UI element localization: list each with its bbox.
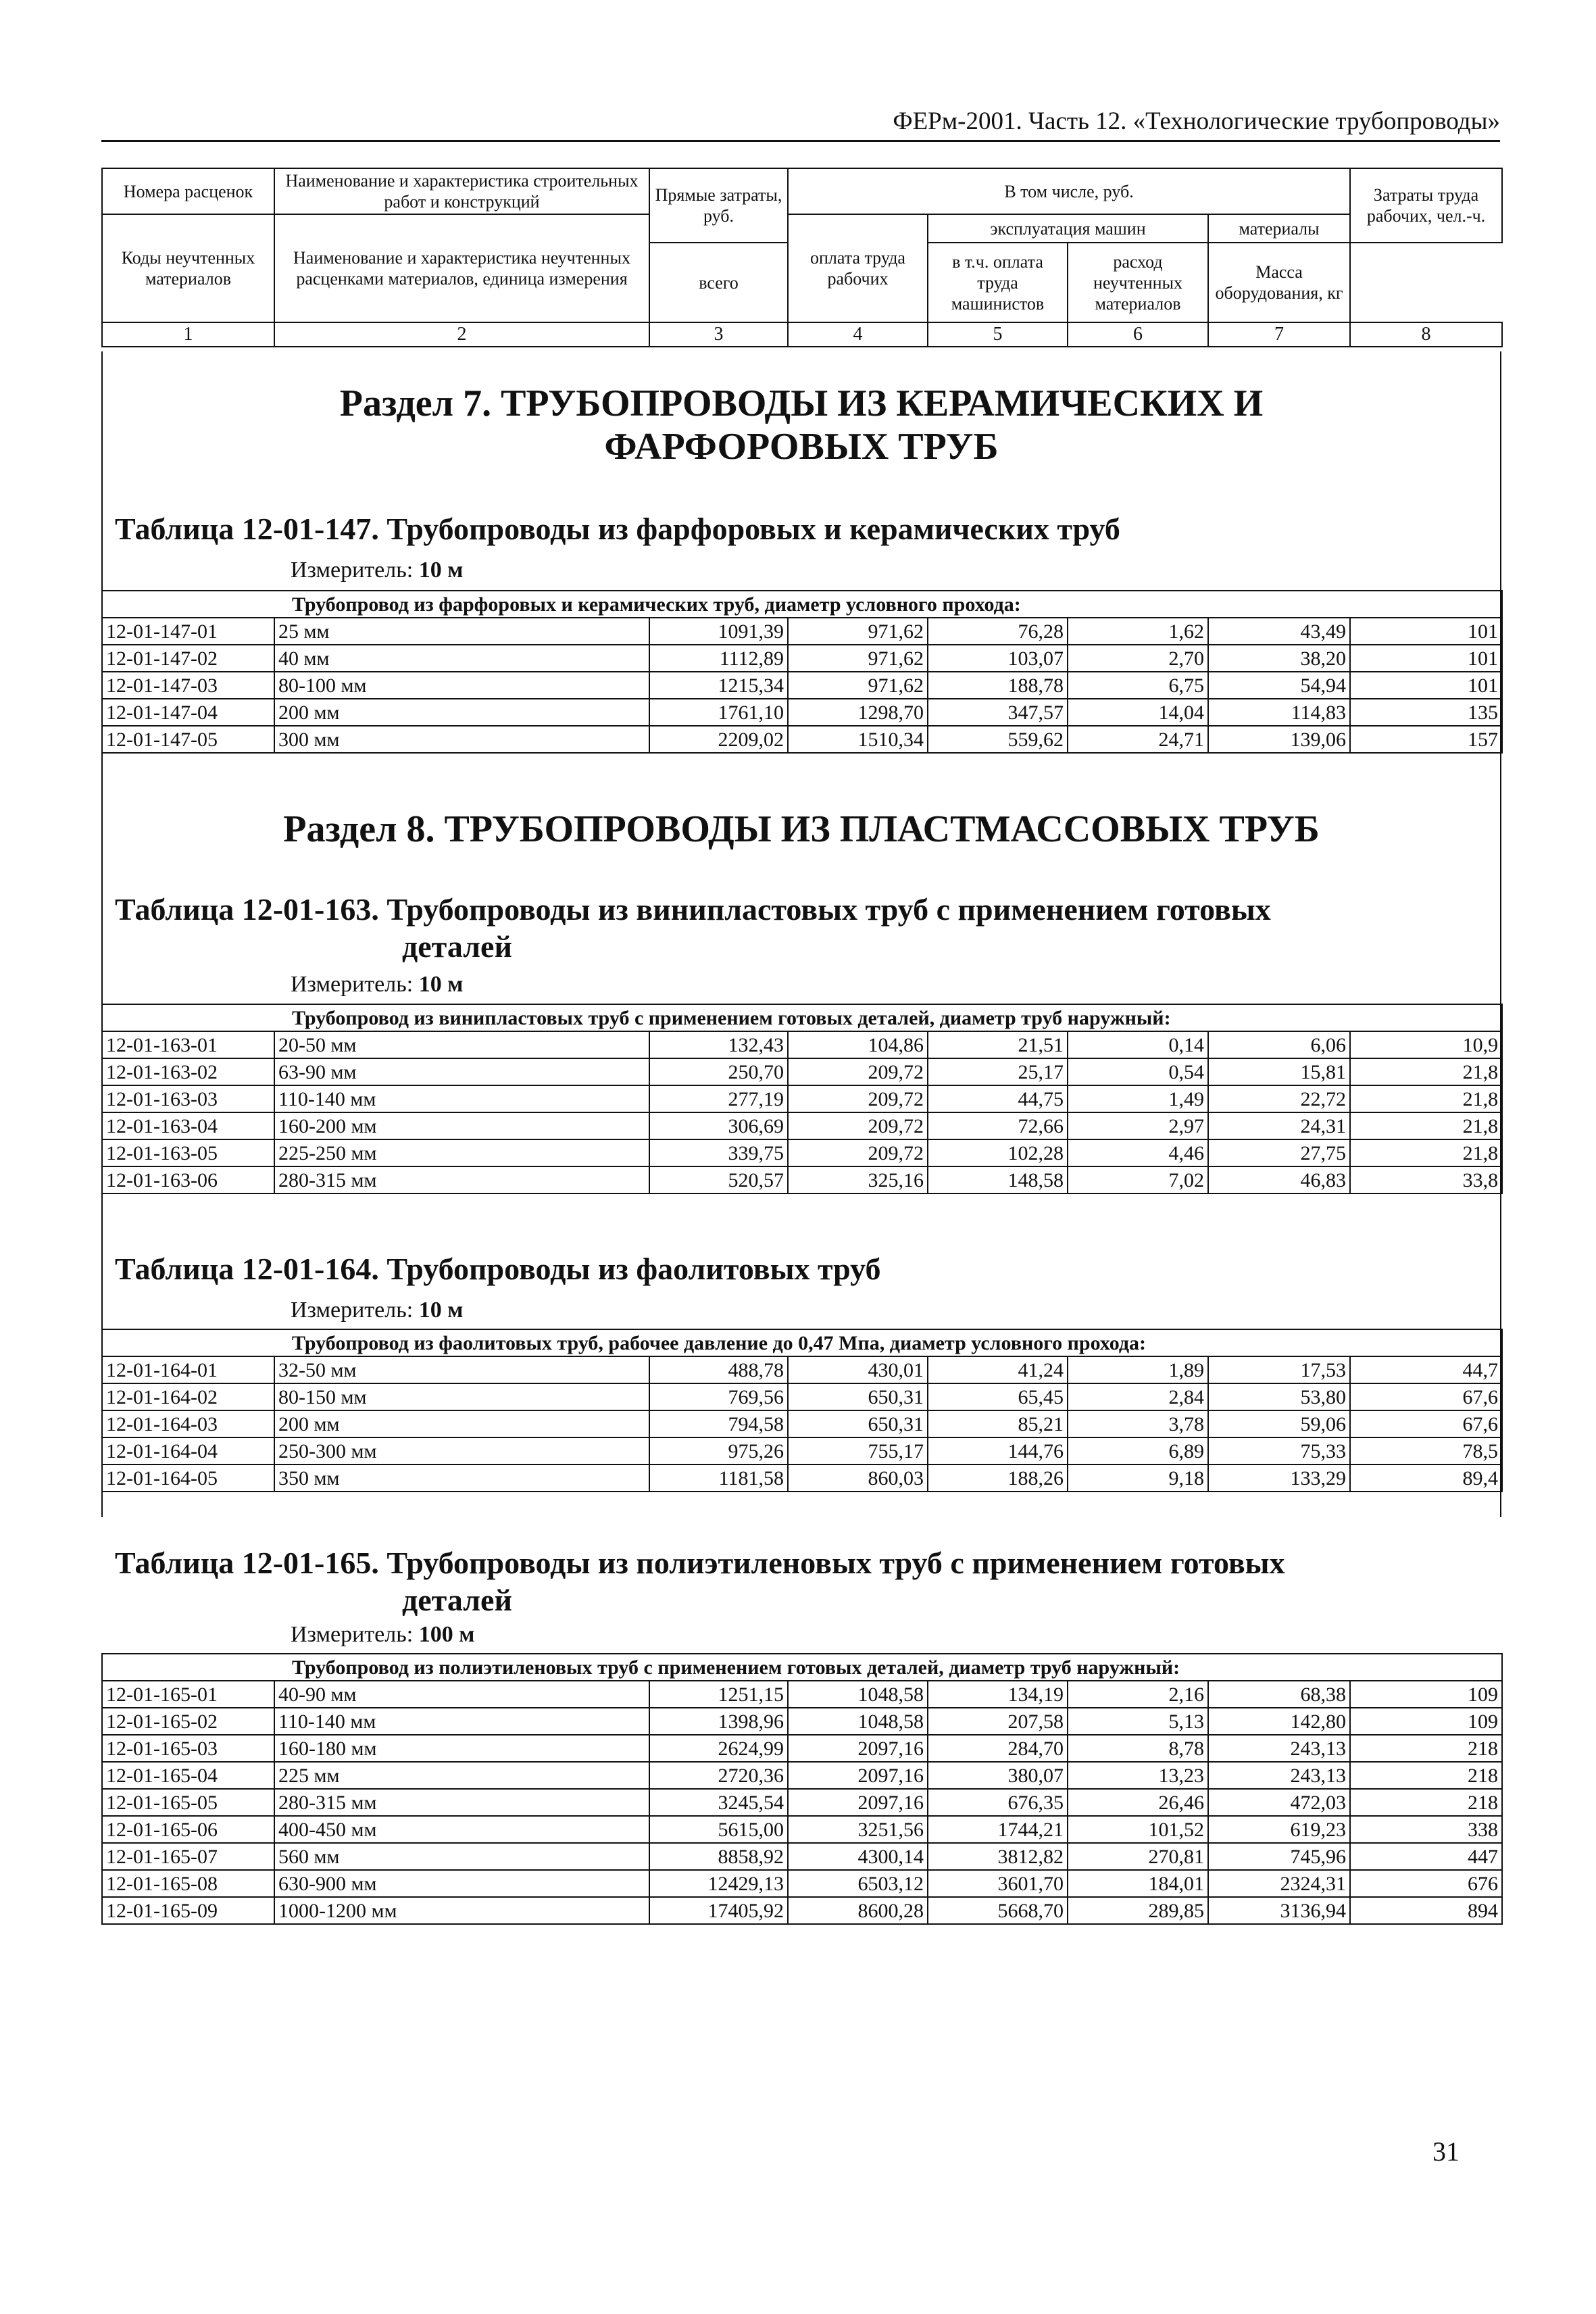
cell-wages: 650,31 [788,1383,928,1410]
cell-machinist-wages: 1,49 [1068,1085,1208,1112]
col-mass: Масса оборудования, кг [1208,243,1350,322]
col-material-codes: Коды неучтенных материалов [102,214,274,322]
cell-machinist-wages: 0,14 [1068,1031,1208,1058]
cell-materials: 38,20 [1208,645,1350,672]
cell-materials: 114,83 [1208,699,1350,726]
cell-wages: 209,72 [788,1085,928,1112]
cell-machines-total: 5668,70 [928,1897,1068,1924]
cell-machinist-wages: 101,52 [1068,1816,1208,1843]
cell-description: 110-140 мм [274,1085,649,1112]
table-caption: Трубопровод из полиэтиленовых труб с применением готовых деталей, диаметр труб наружный: [102,1654,1502,1681]
cell-machinist-wages: 14,04 [1068,699,1208,726]
cell-value: 44,7 [1350,1356,1502,1383]
cell-wages: 325,16 [788,1166,928,1193]
table-caption: Трубопровод из винипластовых труб с применением готовых деталей, диаметр труб наружный: [102,1004,1502,1031]
col-number: 6 [1068,322,1208,347]
cell-description: 20-50 мм [274,1031,649,1058]
cell-description: 40-90 мм [274,1681,649,1708]
cell-machines-total: 347,57 [928,699,1068,726]
cell-materials: 243,13 [1208,1762,1350,1789]
col-rate-number: Номера расценок [102,168,274,214]
cell-materials: 619,23 [1208,1816,1350,1843]
cell-wages: 860,03 [788,1464,928,1492]
col-direct-costs: Прямые затраты, руб. [649,168,788,243]
cell-machinist-wages: 26,46 [1068,1789,1208,1816]
cell-wages: 2097,16 [788,1789,928,1816]
cell-direct-cost: 1112,89 [649,645,788,672]
table-row [102,726,1502,753]
cell-direct-cost: 12429,13 [649,1870,788,1897]
cell-value: 135 [1350,699,1502,726]
cell-direct-cost: 1181,58 [649,1464,788,1492]
cell-rate-code: 12-01-147-04 [102,699,274,726]
col-number: 2 [274,322,649,347]
cell-description: 400-450 мм [274,1816,649,1843]
cell-description: 300 мм [274,726,649,753]
table-164-meter: Измеритель: 10 м [291,1298,464,1323]
cell-direct-cost: 306,69 [649,1112,788,1139]
table-row [102,1356,1502,1383]
cell-value: 338 [1350,1816,1502,1843]
cell-wages: 430,01 [788,1356,928,1383]
cell-direct-cost: 520,57 [649,1166,788,1193]
cell-machines-total: 3812,82 [928,1843,1068,1870]
cell-machines-total: 76,28 [928,618,1068,645]
cell-machinist-wages: 8,78 [1068,1735,1208,1762]
cell-rate-code: 12-01-147-05 [102,726,274,753]
table-165 [101,1653,1503,1925]
cell-value: 101 [1350,672,1502,699]
cell-machinist-wages: 2,70 [1068,645,1208,672]
cell-rate-code: 12-01-163-01 [102,1031,274,1058]
cell-description: 32-50 мм [274,1356,649,1383]
table-165-meter: Измеритель: 100 м [291,1622,475,1647]
table-row [102,1870,1502,1897]
cell-machinist-wages: 270,81 [1068,1843,1208,1870]
cell-direct-cost: 132,43 [649,1031,788,1058]
table-row [102,1816,1502,1843]
cell-machines-total: 284,70 [928,1735,1068,1762]
table-row [102,1112,1502,1139]
cell-wages: 4300,14 [788,1843,928,1870]
cell-value: 676 [1350,1870,1502,1897]
cell-wages: 2097,16 [788,1762,928,1789]
cell-materials: 53,80 [1208,1383,1350,1410]
col-including: В том числе, руб. [788,168,1350,214]
cell-machinist-wages: 4,46 [1068,1139,1208,1166]
cell-machines-total: 103,07 [928,645,1068,672]
table-row [102,1735,1502,1762]
col-materials: материалы [1208,214,1350,243]
cell-description: 350 мм [274,1464,649,1492]
cell-wages: 209,72 [788,1139,928,1166]
cell-materials: 46,83 [1208,1166,1350,1193]
cell-value: 101 [1350,645,1502,672]
cell-rate-code: 12-01-164-05 [102,1464,274,1492]
cell-value: 218 [1350,1735,1502,1762]
cell-description: 40 мм [274,645,649,672]
cell-rate-code: 12-01-163-05 [102,1139,274,1166]
cell-direct-cost: 975,26 [649,1437,788,1464]
cell-wages: 209,72 [788,1112,928,1139]
cell-rate-code: 12-01-165-04 [102,1762,274,1789]
cell-description: 160-180 мм [274,1735,649,1762]
table-row [102,1437,1502,1464]
table-row [102,1681,1502,1708]
cell-materials: 142,80 [1208,1708,1350,1735]
cell-description: 200 мм [274,1410,649,1437]
table-row [102,1464,1502,1492]
table-row [102,645,1502,672]
cell-machines-total: 3601,70 [928,1870,1068,1897]
cell-value: 109 [1350,1681,1502,1708]
cell-direct-cost: 1091,39 [649,618,788,645]
cell-machines-total: 1744,21 [928,1816,1068,1843]
cell-machinist-wages: 5,13 [1068,1708,1208,1735]
table-row [102,1058,1502,1085]
cell-description: 200 мм [274,699,649,726]
cell-materials: 2324,31 [1208,1870,1350,1897]
col-labor: Затраты труда рабочих, чел.-ч. [1350,168,1502,243]
cell-direct-cost: 769,56 [649,1383,788,1410]
table-row [102,1762,1502,1789]
cell-materials: 54,94 [1208,672,1350,699]
cell-machines-total: 380,07 [928,1762,1068,1789]
section-7-title: Раздел 7. ТРУБОПРОВОДЫ ИЗ КЕРАМИЧЕСКИХ И ФАРФОРОВЫХ ТРУБ [339,383,1264,468]
cell-direct-cost: 17405,92 [649,1897,788,1924]
cell-machines-total: 207,58 [928,1708,1068,1735]
cell-wages: 971,62 [788,618,928,645]
cell-machinist-wages: 24,71 [1068,726,1208,753]
table-row [102,1897,1502,1924]
cell-value: 101 [1350,618,1502,645]
cell-materials: 15,81 [1208,1058,1350,1085]
cell-description: 630-900 мм [274,1870,649,1897]
cell-description: 250-300 мм [274,1437,649,1464]
cell-machines-total: 148,58 [928,1166,1068,1193]
cell-machines-total: 85,21 [928,1410,1068,1437]
cell-machinist-wages: 6,75 [1068,672,1208,699]
cell-value: 67,6 [1350,1410,1502,1437]
cell-machines-total: 21,51 [928,1031,1068,1058]
cell-direct-cost: 1398,96 [649,1708,788,1735]
cell-wages: 209,72 [788,1058,928,1085]
cell-rate-code: 12-01-163-02 [102,1058,274,1085]
cell-wages: 1048,58 [788,1708,928,1735]
table-163-title: Таблица 12-01-163. Трубопроводы из винипластовых труб с применением готовых деталей [115,892,1271,964]
cell-rate-code: 12-01-165-05 [102,1789,274,1816]
cell-materials: 17,53 [1208,1356,1350,1383]
cell-wages: 104,86 [788,1031,928,1058]
cell-machinist-wages: 13,23 [1068,1762,1208,1789]
cell-materials: 43,49 [1208,618,1350,645]
col-machines: эксплуатация машин [928,214,1208,243]
col-work-name: Наименование и характеристика строительных работ и конструкций [274,168,649,214]
cell-value: 89,4 [1350,1464,1502,1492]
cell-value: 218 [1350,1789,1502,1816]
cell-machines-total: 44,75 [928,1085,1068,1112]
cell-machines-total: 188,78 [928,672,1068,699]
col-number: 8 [1350,322,1502,347]
cell-value: 21,8 [1350,1139,1502,1166]
page-number: 31 [1432,2136,1460,2167]
cell-machines-total: 41,24 [928,1356,1068,1383]
col-number: 7 [1208,322,1350,347]
cell-wages: 971,62 [788,645,928,672]
cell-description: 110-140 мм [274,1708,649,1735]
cell-value: 447 [1350,1843,1502,1870]
table-165-title: Таблица 12-01-165. Трубопроводы из полиэтиленовых труб с применением готовых деталей [115,1546,1285,1618]
cell-description: 560 мм [274,1843,649,1870]
cell-direct-cost: 1761,10 [649,699,788,726]
cell-rate-code: 12-01-165-08 [102,1870,274,1897]
table-row [102,1789,1502,1816]
cell-wages: 3251,56 [788,1816,928,1843]
cell-direct-cost: 250,70 [649,1058,788,1085]
cell-direct-cost: 3245,54 [649,1789,788,1816]
cell-rate-code: 12-01-164-02 [102,1383,274,1410]
cell-value: 157 [1350,726,1502,753]
table-147-meter: Измеритель: 10 м [291,558,464,583]
table-row [102,1708,1502,1735]
cell-description: 1000-1200 мм [274,1897,649,1924]
table-row [102,618,1502,645]
cell-wages: 971,62 [788,672,928,699]
cell-value: 21,8 [1350,1112,1502,1139]
table-row [102,1085,1502,1112]
cell-wages: 1510,34 [788,726,928,753]
cell-materials: 6,06 [1208,1031,1350,1058]
table-163 [101,1004,1503,1194]
cell-rate-code: 12-01-147-03 [102,672,274,699]
cell-materials: 75,33 [1208,1437,1350,1464]
cell-machines-total: 676,35 [928,1789,1068,1816]
cell-value: 21,8 [1350,1058,1502,1085]
col-material-names: Наименование и характеристика неучтенных расценками материалов, единица измерения [274,214,649,322]
cell-description: 280-315 мм [274,1789,649,1816]
col-number: 4 [788,322,928,347]
cell-machines-total: 134,19 [928,1681,1068,1708]
table-row [102,1139,1502,1166]
cell-materials: 68,38 [1208,1681,1350,1708]
cell-materials: 243,13 [1208,1735,1350,1762]
cell-direct-cost: 5615,00 [649,1816,788,1843]
cell-wages: 6503,12 [788,1870,928,1897]
cell-machinist-wages: 6,89 [1068,1437,1208,1464]
cell-machines-total: 188,26 [928,1464,1068,1492]
cell-value: 894 [1350,1897,1502,1924]
cell-materials: 27,75 [1208,1139,1350,1166]
cell-value: 67,6 [1350,1383,1502,1410]
cell-rate-code: 12-01-165-09 [102,1897,274,1924]
cell-wages: 755,17 [788,1437,928,1464]
cell-description: 80-150 мм [274,1383,649,1410]
cell-wages: 1048,58 [788,1681,928,1708]
cell-machinist-wages: 1,89 [1068,1356,1208,1383]
table-caption: Трубопровод из фарфоровых и керамических труб, диаметр условного прохода: [102,591,1502,618]
col-number: 5 [928,322,1068,347]
cell-direct-cost: 2209,02 [649,726,788,753]
cell-value: 10,9 [1350,1031,1502,1058]
cell-materials: 59,06 [1208,1410,1350,1437]
cell-rate-code: 12-01-164-01 [102,1356,274,1383]
cell-materials: 133,29 [1208,1464,1350,1492]
cell-machinist-wages: 2,16 [1068,1681,1208,1708]
cell-rate-code: 12-01-165-06 [102,1816,274,1843]
cell-direct-cost: 339,75 [649,1139,788,1166]
cell-value: 21,8 [1350,1085,1502,1112]
cell-machinist-wages: 0,54 [1068,1058,1208,1085]
cell-materials: 472,03 [1208,1789,1350,1816]
col-material-use: расход неучтенных материалов [1068,243,1208,322]
table-147 [101,590,1503,754]
cell-machines-total: 144,76 [928,1437,1068,1464]
cell-description: 280-315 мм [274,1166,649,1193]
table-164-title: Таблица 12-01-164. Трубопроводы из фаолитовых труб [115,1252,881,1286]
cell-rate-code: 12-01-165-03 [102,1735,274,1762]
cell-direct-cost: 8858,92 [649,1843,788,1870]
cell-machines-total: 65,45 [928,1383,1068,1410]
cell-machines-total: 559,62 [928,726,1068,753]
table-164 [101,1329,1503,1492]
cell-direct-cost: 488,78 [649,1356,788,1383]
cell-description: 80-100 мм [274,672,649,699]
cell-machinist-wages: 3,78 [1068,1410,1208,1437]
cell-materials: 3136,94 [1208,1897,1350,1924]
table-row [102,672,1502,699]
cell-direct-cost: 2624,99 [649,1735,788,1762]
table-163-meter: Измеритель: 10 м [291,972,464,997]
cell-value: 218 [1350,1762,1502,1789]
cell-rate-code: 12-01-163-04 [102,1112,274,1139]
cell-rate-code: 12-01-163-03 [102,1085,274,1112]
col-number: 1 [102,322,274,347]
cell-rate-code: 12-01-165-07 [102,1843,274,1870]
cell-machinist-wages: 9,18 [1068,1464,1208,1492]
cell-machines-total: 72,66 [928,1112,1068,1139]
cell-machinist-wages: 7,02 [1068,1166,1208,1193]
col-machines-total: всего [649,243,788,322]
cell-machines-total: 102,28 [928,1139,1068,1166]
cell-value: 109 [1350,1708,1502,1735]
cell-machinist-wages: 2,84 [1068,1383,1208,1410]
col-number: 3 [649,322,788,347]
cell-direct-cost: 277,19 [649,1085,788,1112]
cell-rate-code: 12-01-165-01 [102,1681,274,1708]
cell-materials: 745,96 [1208,1843,1350,1870]
table-row [102,1410,1502,1437]
cell-materials: 139,06 [1208,726,1350,753]
column-header-table [101,168,1503,347]
table-caption: Трубопровод из фаолитовых труб, рабочее давление до 0,47 Мпа, диаметр условного прохода: [102,1329,1502,1356]
cell-machinist-wages: 2,97 [1068,1112,1208,1139]
cell-rate-code: 12-01-164-04 [102,1437,274,1464]
cell-value: 78,5 [1350,1437,1502,1464]
table-row [102,1843,1502,1870]
running-header: ФЕРм-2001. Часть 12. «Технологические трубопроводы» [101,107,1500,142]
col-wages: оплата труда рабочих [788,214,928,322]
cell-description: 225 мм [274,1762,649,1789]
col-machinist-wages: в т.ч. оплата труда машинистов [928,243,1068,322]
cell-machines-total: 25,17 [928,1058,1068,1085]
cell-description: 160-200 мм [274,1112,649,1139]
cell-rate-code: 12-01-164-03 [102,1410,274,1437]
cell-machinist-wages: 1,62 [1068,618,1208,645]
cell-description: 225-250 мм [274,1139,649,1166]
cell-rate-code: 12-01-147-02 [102,645,274,672]
table-row [102,1166,1502,1193]
table-row [102,699,1502,726]
cell-rate-code: 12-01-163-06 [102,1166,274,1193]
cell-rate-code: 12-01-165-02 [102,1708,274,1735]
cell-wages: 8600,28 [788,1897,928,1924]
table-row [102,1031,1502,1058]
table-row [102,1383,1502,1410]
cell-description: 25 мм [274,618,649,645]
cell-machinist-wages: 184,01 [1068,1870,1208,1897]
cell-rate-code: 12-01-147-01 [102,618,274,645]
table-147-title: Таблица 12-01-147. Трубопроводы из фарфоровых и керамических труб [115,512,1120,546]
cell-wages: 2097,16 [788,1735,928,1762]
cell-wages: 650,31 [788,1410,928,1437]
cell-direct-cost: 1251,15 [649,1681,788,1708]
cell-value: 33,8 [1350,1166,1502,1193]
cell-direct-cost: 1215,34 [649,672,788,699]
cell-direct-cost: 794,58 [649,1410,788,1437]
section-8-title: Раздел 8. ТРУБОПРОВОДЫ ИЗ ПЛАСТМАССОВЫХ ТРУБ [283,808,1320,850]
cell-materials: 22,72 [1208,1085,1350,1112]
cell-description: 63-90 мм [274,1058,649,1085]
cell-machinist-wages: 289,85 [1068,1897,1208,1924]
cell-materials: 24,31 [1208,1112,1350,1139]
cell-direct-cost: 2720,36 [649,1762,788,1789]
cell-wages: 1298,70 [788,699,928,726]
